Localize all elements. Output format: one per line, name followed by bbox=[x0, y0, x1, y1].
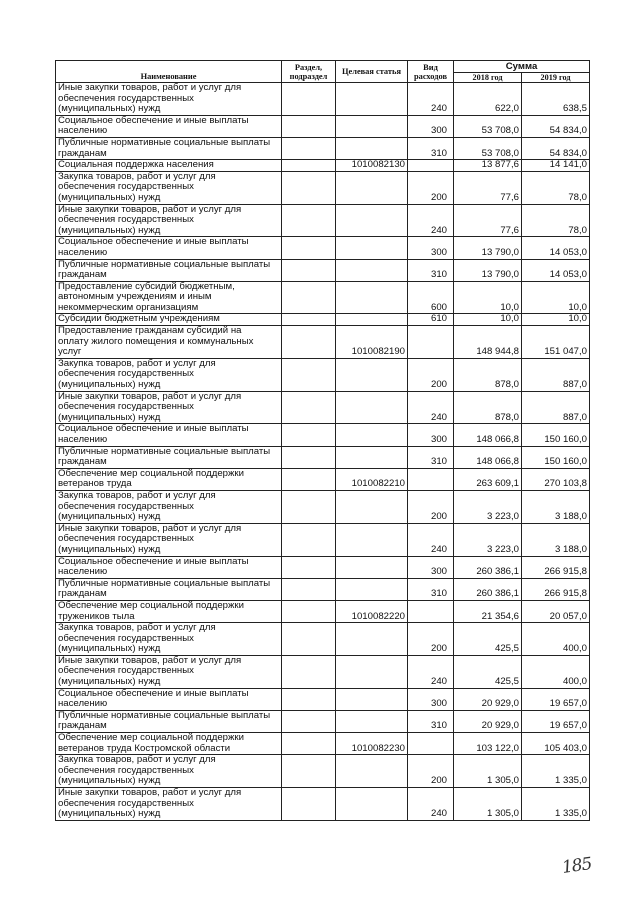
row-sum-2019-cell: 150 160,0 bbox=[522, 424, 590, 446]
table-row bbox=[56, 237, 590, 259]
row-sum-2018-cell: 260 386,1 bbox=[454, 578, 522, 600]
row-expense-type-cell: 200 bbox=[408, 171, 454, 204]
row-sum-2018-cell: 1 305,0 bbox=[454, 788, 522, 821]
row-sum-2019-cell: 266 915,8 bbox=[522, 578, 590, 600]
row-sum-2019-cell: 10,0 bbox=[522, 281, 590, 314]
table-row bbox=[56, 160, 590, 172]
table-row bbox=[56, 314, 590, 326]
row-name-cell: Публичные нормативные социальные выплаты гражданам bbox=[56, 446, 282, 468]
table-row bbox=[56, 391, 590, 424]
row-name-cell: Иные закупки товаров, работ и услуг для обеспечения государственных (муниципальных) нужд bbox=[56, 83, 282, 116]
row-expense-type-cell: 310 bbox=[408, 578, 454, 600]
row-name-cell: Закупка товаров, работ и услуг для обеспечения государственных (муниципальных) нужд bbox=[56, 490, 282, 523]
row-name-cell: Обеспечение мер социальной поддержки ветеранов труда bbox=[56, 468, 282, 490]
header-year-2018: 2018 год bbox=[454, 73, 522, 83]
row-name-cell: Социальное обеспечение и иные выплаты населению bbox=[56, 115, 282, 137]
table-row bbox=[56, 710, 590, 732]
row-expense-type-cell: 310 bbox=[408, 446, 454, 468]
row-section-cell bbox=[282, 281, 336, 314]
row-expense-type-cell: 600 bbox=[408, 281, 454, 314]
row-expense-type-cell: 310 bbox=[408, 137, 454, 159]
table-row bbox=[56, 83, 590, 116]
table-row bbox=[56, 523, 590, 556]
row-name-cell: Иные закупки товаров, работ и услуг для обеспечения государственных (муниципальных) нужд bbox=[56, 523, 282, 556]
row-sum-2018-cell: 10,0 bbox=[454, 314, 522, 326]
row-expense-type-cell: 240 bbox=[408, 788, 454, 821]
table-body bbox=[56, 83, 590, 821]
table-row bbox=[56, 468, 590, 490]
row-section-cell bbox=[282, 204, 336, 237]
row-name-cell: Публичные нормативные социальные выплаты гражданам bbox=[56, 259, 282, 281]
row-expense-type-cell: 300 bbox=[408, 424, 454, 446]
row-expense-type-cell bbox=[408, 468, 454, 490]
header-sum: Сумма bbox=[454, 61, 590, 73]
row-expense-type-cell bbox=[408, 733, 454, 755]
row-name-cell: Иные закупки товаров, работ и услуг для обеспечения государственных (муниципальных) нужд bbox=[56, 391, 282, 424]
budget-table bbox=[55, 60, 590, 821]
table-row bbox=[56, 623, 590, 656]
row-sum-2018-cell: 260 386,1 bbox=[454, 556, 522, 578]
row-expense-type-cell: 240 bbox=[408, 204, 454, 237]
row-name-cell: Иные закупки товаров, работ и услуг для обеспечения государственных (муниципальных) нужд bbox=[56, 788, 282, 821]
row-section-cell bbox=[282, 237, 336, 259]
row-section-cell bbox=[282, 115, 336, 137]
row-section-cell bbox=[282, 623, 336, 656]
row-expense-type-cell: 310 bbox=[408, 259, 454, 281]
row-target-cell bbox=[336, 171, 408, 204]
table-row bbox=[56, 281, 590, 314]
table-row bbox=[56, 556, 590, 578]
row-sum-2019-cell: 151 047,0 bbox=[522, 326, 590, 359]
row-sum-2019-cell: 270 103,8 bbox=[522, 468, 590, 490]
row-section-cell bbox=[282, 578, 336, 600]
row-section-cell bbox=[282, 733, 336, 755]
row-target-cell bbox=[336, 314, 408, 326]
row-sum-2018-cell: 3 223,0 bbox=[454, 490, 522, 523]
table-row bbox=[56, 490, 590, 523]
row-sum-2019-cell: 14 053,0 bbox=[522, 259, 590, 281]
row-target-cell bbox=[336, 446, 408, 468]
row-name-cell: Социальное обеспечение и иные выплаты населению bbox=[56, 556, 282, 578]
table-row bbox=[56, 655, 590, 688]
row-target-cell: 1010082130 bbox=[336, 160, 408, 172]
row-expense-type-cell bbox=[408, 600, 454, 622]
row-sum-2019-cell: 3 188,0 bbox=[522, 490, 590, 523]
row-name-cell: Иные закупки товаров, работ и услуг для обеспечения государственных (муниципальных) нужд bbox=[56, 655, 282, 688]
table-row bbox=[56, 733, 590, 755]
table-row bbox=[56, 137, 590, 159]
table-row bbox=[56, 600, 590, 622]
row-sum-2018-cell: 425,5 bbox=[454, 655, 522, 688]
row-section-cell bbox=[282, 556, 336, 578]
table-row bbox=[56, 204, 590, 237]
row-sum-2018-cell: 77,6 bbox=[454, 171, 522, 204]
row-expense-type-cell: 240 bbox=[408, 655, 454, 688]
row-sum-2019-cell: 266 915,8 bbox=[522, 556, 590, 578]
row-expense-type-cell: 200 bbox=[408, 358, 454, 391]
row-section-cell bbox=[282, 137, 336, 159]
row-sum-2018-cell: 3 223,0 bbox=[454, 523, 522, 556]
row-target-cell: 1010082190 bbox=[336, 326, 408, 359]
row-name-cell: Закупка товаров, работ и услуг для обеспечения государственных (муниципальных) нужд bbox=[56, 755, 282, 788]
row-section-cell bbox=[282, 788, 336, 821]
row-section-cell bbox=[282, 468, 336, 490]
table-row bbox=[56, 446, 590, 468]
row-name-cell: Субсидии бюджетным учреждениям bbox=[56, 314, 282, 326]
row-expense-type-cell: 240 bbox=[408, 523, 454, 556]
row-target-cell bbox=[336, 688, 408, 710]
row-section-cell bbox=[282, 160, 336, 172]
row-section-cell bbox=[282, 358, 336, 391]
table-row bbox=[56, 424, 590, 446]
row-section-cell bbox=[282, 446, 336, 468]
row-target-cell bbox=[336, 204, 408, 237]
row-sum-2019-cell: 14 141,0 bbox=[522, 160, 590, 172]
row-sum-2019-cell: 3 188,0 bbox=[522, 523, 590, 556]
row-target-cell: 1010082220 bbox=[336, 600, 408, 622]
table-row bbox=[56, 578, 590, 600]
row-sum-2019-cell: 54 834,0 bbox=[522, 115, 590, 137]
row-name-cell: Социальное обеспечение и иные выплаты населению bbox=[56, 688, 282, 710]
row-sum-2018-cell: 1 305,0 bbox=[454, 755, 522, 788]
table-row bbox=[56, 358, 590, 391]
row-sum-2019-cell: 400,0 bbox=[522, 623, 590, 656]
row-section-cell bbox=[282, 391, 336, 424]
row-name-cell: Публичные нормативные социальные выплаты гражданам bbox=[56, 578, 282, 600]
row-name-cell: Публичные нормативные социальные выплаты гражданам bbox=[56, 710, 282, 732]
row-sum-2019-cell: 10,0 bbox=[522, 314, 590, 326]
row-expense-type-cell: 200 bbox=[408, 490, 454, 523]
header-name: Наименование bbox=[56, 61, 282, 83]
table-row bbox=[56, 259, 590, 281]
row-sum-2018-cell: 148 944,8 bbox=[454, 326, 522, 359]
row-sum-2018-cell: 53 708,0 bbox=[454, 137, 522, 159]
row-sum-2018-cell: 878,0 bbox=[454, 391, 522, 424]
row-sum-2018-cell: 148 066,8 bbox=[454, 424, 522, 446]
row-sum-2019-cell: 78,0 bbox=[522, 171, 590, 204]
row-name-cell: Закупка товаров, работ и услуг для обеспечения государственных (муниципальных) нужд bbox=[56, 623, 282, 656]
row-expense-type-cell: 610 bbox=[408, 314, 454, 326]
row-sum-2019-cell: 1 335,0 bbox=[522, 755, 590, 788]
row-name-cell: Обеспечение мер социальной поддержки ветеранов труда Костромской области bbox=[56, 733, 282, 755]
row-name-cell: Публичные нормативные социальные выплаты гражданам bbox=[56, 137, 282, 159]
row-name-cell: Предоставление субсидий бюджетным, автономным учреждениям и иным некоммерческим организациям bbox=[56, 281, 282, 314]
row-expense-type-cell: 300 bbox=[408, 115, 454, 137]
row-sum-2019-cell: 400,0 bbox=[522, 655, 590, 688]
row-target-cell bbox=[336, 391, 408, 424]
row-sum-2019-cell: 1 335,0 bbox=[522, 788, 590, 821]
row-section-cell bbox=[282, 259, 336, 281]
table-row bbox=[56, 688, 590, 710]
row-sum-2018-cell: 13 877,6 bbox=[454, 160, 522, 172]
row-section-cell bbox=[282, 600, 336, 622]
row-expense-type-cell: 300 bbox=[408, 237, 454, 259]
row-section-cell bbox=[282, 326, 336, 359]
table-row bbox=[56, 171, 590, 204]
row-sum-2018-cell: 20 929,0 bbox=[454, 710, 522, 732]
row-section-cell bbox=[282, 490, 336, 523]
row-section-cell bbox=[282, 424, 336, 446]
row-target-cell bbox=[336, 755, 408, 788]
row-target-cell bbox=[336, 259, 408, 281]
row-target-cell bbox=[336, 710, 408, 732]
row-target-cell bbox=[336, 115, 408, 137]
row-sum-2018-cell: 878,0 bbox=[454, 358, 522, 391]
row-sum-2018-cell: 10,0 bbox=[454, 281, 522, 314]
row-sum-2019-cell: 638,5 bbox=[522, 83, 590, 116]
row-section-cell bbox=[282, 83, 336, 116]
row-name-cell: Закупка товаров, работ и услуг для обеспечения государственных (муниципальных) нужд bbox=[56, 171, 282, 204]
row-target-cell bbox=[336, 490, 408, 523]
row-expense-type-cell: 200 bbox=[408, 623, 454, 656]
row-sum-2018-cell: 53 708,0 bbox=[454, 115, 522, 137]
row-target-cell bbox=[336, 424, 408, 446]
row-sum-2018-cell: 13 790,0 bbox=[454, 237, 522, 259]
table-header bbox=[56, 61, 590, 83]
row-expense-type-cell: 300 bbox=[408, 556, 454, 578]
row-target-cell bbox=[336, 788, 408, 821]
row-name-cell: Социальная поддержка населения bbox=[56, 160, 282, 172]
row-target-cell bbox=[336, 83, 408, 116]
row-sum-2019-cell: 887,0 bbox=[522, 358, 590, 391]
row-expense-type-cell: 240 bbox=[408, 83, 454, 116]
row-sum-2019-cell: 19 657,0 bbox=[522, 688, 590, 710]
row-name-cell: Социальное обеспечение и иные выплаты населению bbox=[56, 424, 282, 446]
row-target-cell bbox=[336, 655, 408, 688]
row-sum-2018-cell: 13 790,0 bbox=[454, 259, 522, 281]
header-target: Целевая статья bbox=[336, 61, 408, 83]
row-target-cell: 1010082210 bbox=[336, 468, 408, 490]
row-target-cell bbox=[336, 281, 408, 314]
header-expense-type: Вид расходов bbox=[408, 61, 454, 83]
row-target-cell bbox=[336, 556, 408, 578]
row-sum-2019-cell: 19 657,0 bbox=[522, 710, 590, 732]
row-name-cell: Социальное обеспечение и иные выплаты населению bbox=[56, 237, 282, 259]
handwritten-page-number: 185 bbox=[560, 854, 593, 878]
table-row bbox=[56, 788, 590, 821]
row-sum-2019-cell: 78,0 bbox=[522, 204, 590, 237]
header-year-2019: 2019 год bbox=[522, 73, 590, 83]
table-row bbox=[56, 755, 590, 788]
row-section-cell bbox=[282, 688, 336, 710]
table-row bbox=[56, 115, 590, 137]
row-expense-type-cell bbox=[408, 160, 454, 172]
row-sum-2018-cell: 20 929,0 bbox=[454, 688, 522, 710]
row-target-cell bbox=[336, 358, 408, 391]
row-sum-2019-cell: 150 160,0 bbox=[522, 446, 590, 468]
row-target-cell: 1010082230 bbox=[336, 733, 408, 755]
row-sum-2018-cell: 425,5 bbox=[454, 623, 522, 656]
row-name-cell: Предоставление гражданам субсидий на оплату жилого помещения и коммунальных услуг bbox=[56, 326, 282, 359]
header-section: Раздел, подраздел bbox=[282, 61, 336, 83]
row-sum-2018-cell: 148 066,8 bbox=[454, 446, 522, 468]
row-section-cell bbox=[282, 655, 336, 688]
row-sum-2018-cell: 622,0 bbox=[454, 83, 522, 116]
row-expense-type-cell: 310 bbox=[408, 710, 454, 732]
row-section-cell bbox=[282, 171, 336, 204]
table-row bbox=[56, 326, 590, 359]
row-section-cell bbox=[282, 710, 336, 732]
budget-document bbox=[55, 60, 589, 821]
row-expense-type-cell: 240 bbox=[408, 391, 454, 424]
row-sum-2019-cell: 887,0 bbox=[522, 391, 590, 424]
row-name-cell: Закупка товаров, работ и услуг для обеспечения государственных (муниципальных) нужд bbox=[56, 358, 282, 391]
row-target-cell bbox=[336, 137, 408, 159]
row-sum-2018-cell: 103 122,0 bbox=[454, 733, 522, 755]
row-section-cell bbox=[282, 523, 336, 556]
row-target-cell bbox=[336, 237, 408, 259]
row-sum-2018-cell: 263 609,1 bbox=[454, 468, 522, 490]
row-section-cell bbox=[282, 314, 336, 326]
row-sum-2018-cell: 77,6 bbox=[454, 204, 522, 237]
row-sum-2019-cell: 14 053,0 bbox=[522, 237, 590, 259]
row-target-cell bbox=[336, 578, 408, 600]
row-sum-2019-cell: 54 834,0 bbox=[522, 137, 590, 159]
row-target-cell bbox=[336, 523, 408, 556]
row-name-cell: Обеспечение мер социальной поддержки тружеников тыла bbox=[56, 600, 282, 622]
row-section-cell bbox=[282, 755, 336, 788]
row-expense-type-cell: 200 bbox=[408, 755, 454, 788]
row-sum-2019-cell: 20 057,0 bbox=[522, 600, 590, 622]
row-expense-type-cell: 300 bbox=[408, 688, 454, 710]
row-target-cell bbox=[336, 623, 408, 656]
row-name-cell: Иные закупки товаров, работ и услуг для обеспечения государственных (муниципальных) нужд bbox=[56, 204, 282, 237]
row-sum-2019-cell: 105 403,0 bbox=[522, 733, 590, 755]
row-sum-2018-cell: 21 354,6 bbox=[454, 600, 522, 622]
row-expense-type-cell bbox=[408, 326, 454, 359]
